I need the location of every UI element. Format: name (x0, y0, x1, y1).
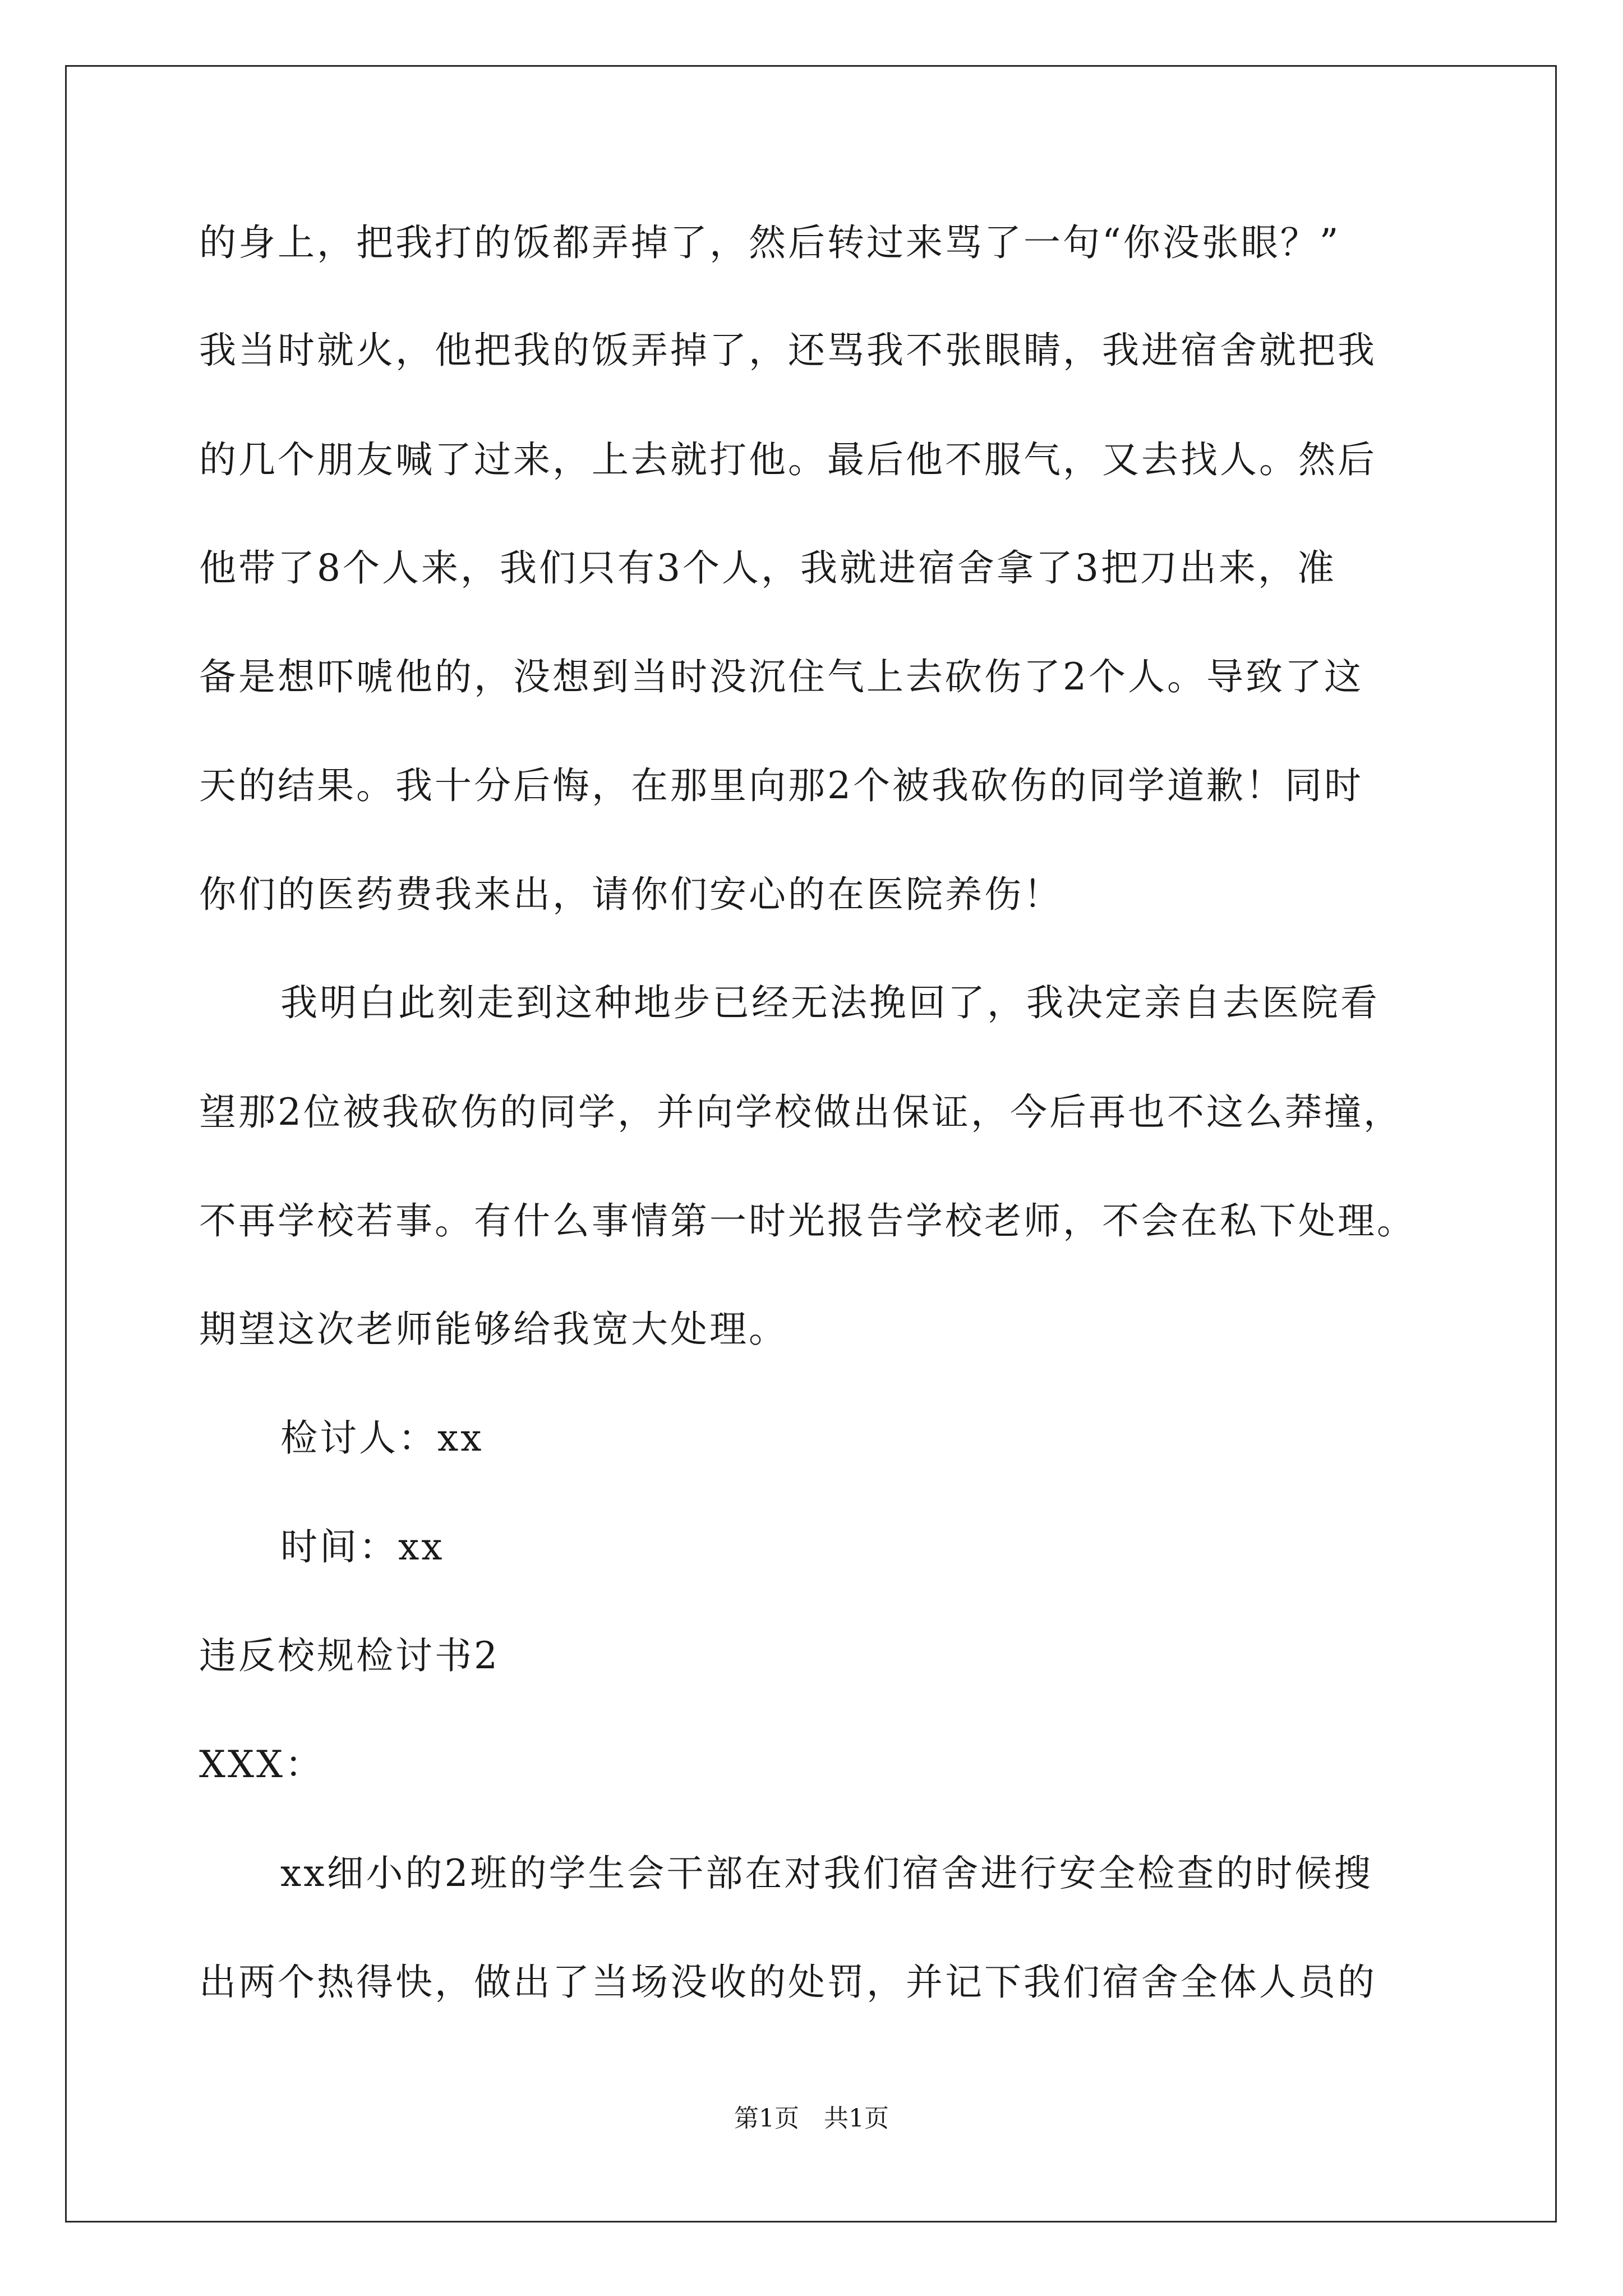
paragraph-line: 不再学校若事。有什么事情第一时光报告学校老师，不会在私下处理。 (199, 1199, 1416, 1243)
paragraph-line: 出两个热得快，做出了当场没收的处罚，并记下我们宿舍全体人员的 (199, 1961, 1377, 2004)
page-border (65, 65, 1557, 2223)
date-line: 时间：xx (280, 1525, 445, 1568)
paragraph-line: 你们的医药费我来出，请你们安心的在医院养伤！ (199, 873, 1063, 916)
page-footer: 第1页 共1页 (734, 2104, 889, 2133)
paragraph-line: 我明白此刻走到这种地步已经无法挽回了，我决定亲自去医院看 (280, 981, 1380, 1024)
paragraph-line: 期望这次老师能够给我宽大处理。 (199, 1308, 788, 1351)
signature-line: 检讨人：xx (280, 1416, 484, 1460)
salutation: XXX： (199, 1743, 324, 1786)
paragraph-line: 他带了8个人来，我们只有3个人，我就进宿舍拿了3把刀出来，准 (199, 546, 1336, 590)
section-title: 违反校规检讨书2 (199, 1634, 500, 1677)
paragraph-line: 望那2位被我砍伤的同学，并向学校做出保证，今后再也不这么莽撞， (199, 1091, 1403, 1134)
paragraph-line: 天的结果。我十分后悔，在那里向那2个被我砍伤的同学道歉！同时 (199, 764, 1363, 807)
paragraph-line: 的几个朋友喊了过来，上去就打他。最后他不服气，又去找人。然后 (199, 438, 1377, 481)
paragraph-line: 我当时就火，他把我的饭弄掉了，还骂我不张眼睛，我进宿舍就把我 (199, 329, 1377, 372)
paragraph-line: 备是想吓唬他的，没想到当时没沉住气上去砍伤了2个人。导致了这 (199, 655, 1363, 698)
paragraph-line: 的身上，把我打的饭都弄掉了，然后转过来骂了一句“你没张眼？” (199, 221, 1341, 264)
paragraph-line: xx细小的2班的学生会干部在对我们宿舍进行安全检查的时候搜 (280, 1852, 1373, 1895)
